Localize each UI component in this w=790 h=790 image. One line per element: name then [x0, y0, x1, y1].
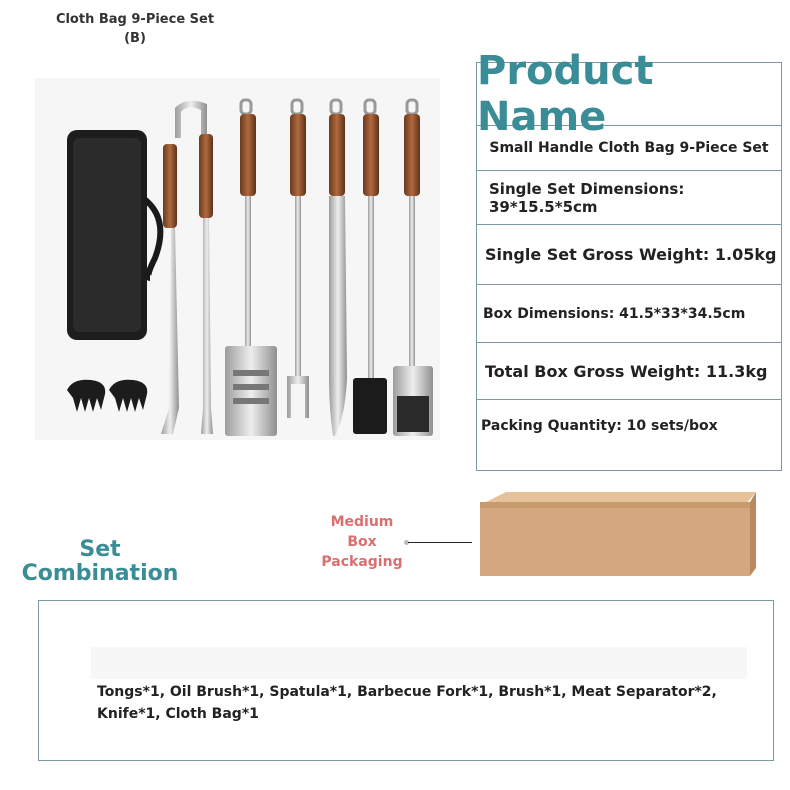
spec-table-heading: Product Name	[477, 63, 781, 126]
meat-claw-icon	[67, 380, 147, 412]
set-combination-heading-line1: Set	[79, 537, 121, 562]
set-combination-box	[38, 600, 774, 761]
packaging-label-line1: Medium	[330, 514, 394, 530]
bbq-tools-illustration	[35, 78, 440, 440]
spec-row-box-dimensions: Box Dimensions: 41.5*33*34.5cm	[477, 285, 781, 343]
barbecue-fork-icon	[287, 100, 309, 418]
set-combination-banner	[91, 647, 747, 679]
product-set-title-line1: Cloth Bag 9-Piece Set	[55, 12, 215, 27]
product-photo	[35, 78, 440, 440]
spec-row-set-dimensions: Single Set Dimensions: 39*15.5*5cm	[477, 171, 781, 225]
product-set-title-line2: (B)	[124, 31, 146, 46]
product-set-title	[40, 10, 230, 48]
cardboard-box-icon	[476, 488, 758, 580]
set-combination-heading-line2: Combination	[21, 561, 179, 586]
product-spec-table	[476, 48, 782, 471]
set-combination-heading	[10, 538, 190, 586]
grill-brush-icon	[393, 100, 433, 436]
packaging-label	[312, 512, 412, 572]
packaging-pointer-line	[408, 542, 472, 543]
set-combination-contents: Tongs*1, Oil Brush*1, Spatula*1, Barbecue Fork*1, Brush*1, Meat Separator*2, Knife*1, Cloth Bag*1	[97, 684, 717, 722]
shipping-box-image	[476, 488, 758, 580]
packaging-label-line2: Box	[347, 534, 377, 550]
spec-row-box-weight: Total Box Gross Weight: 11.3kg	[477, 343, 781, 400]
knife-icon	[329, 100, 347, 436]
spec-row-packing-quantity: Packing Quantity: 10 sets/box	[481, 418, 718, 434]
tongs-icon	[161, 101, 213, 434]
oil-brush-icon	[353, 100, 387, 434]
packaging-label-line3: Packaging	[321, 554, 403, 570]
spatula-icon	[225, 100, 277, 436]
spec-row-set-weight: Single Set Gross Weight: 1.05kg	[477, 225, 781, 285]
cloth-bag-icon	[67, 130, 160, 340]
spec-row-product-name: Small Handle Cloth Bag 9-Piece Set	[477, 126, 781, 171]
